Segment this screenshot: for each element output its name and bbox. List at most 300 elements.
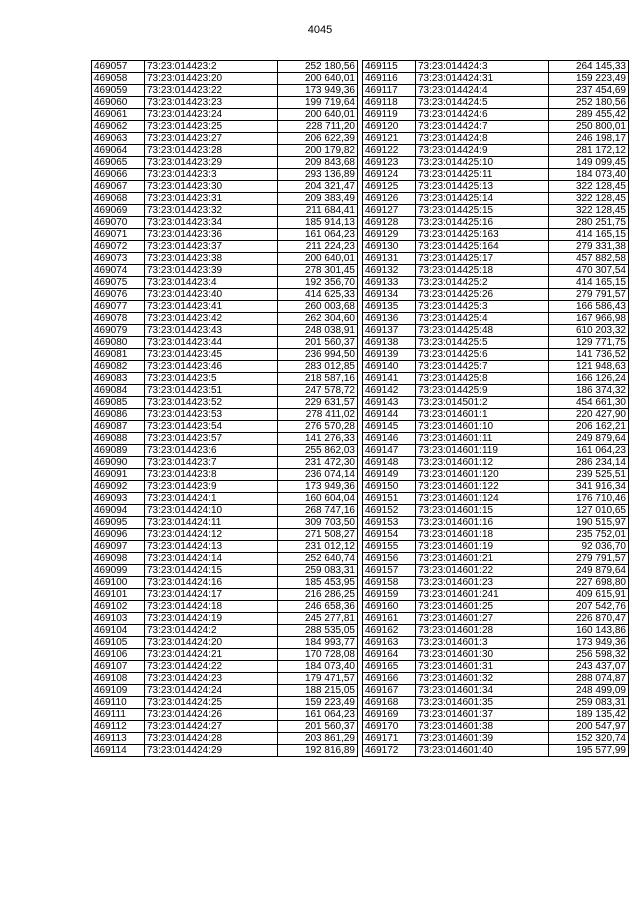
record-number-cell: 469145 [363, 421, 416, 433]
value-cell: 200 640,01 [278, 253, 358, 265]
value-cell: 256 598,32 [549, 649, 629, 661]
cadastral-number-cell: 73:23:014601:12 [416, 457, 549, 469]
table-row [92, 529, 358, 541]
table-row [363, 349, 629, 361]
value-cell: 286 234,14 [549, 457, 629, 469]
cadastral-number-cell: 73:23:014424:2 [145, 625, 278, 637]
table-row [363, 457, 629, 469]
record-number-cell: 469091 [92, 469, 145, 481]
record-number-cell: 469149 [363, 469, 416, 481]
cadastral-number-cell: 73:23:014423:29 [145, 157, 278, 169]
table-row [92, 385, 358, 397]
record-number-cell: 469121 [363, 133, 416, 145]
record-number-cell: 469115 [363, 61, 416, 73]
value-cell: 192 816,89 [278, 745, 358, 757]
cadastral-number-cell: 73:23:014423:22 [145, 85, 278, 97]
record-number-cell: 469094 [92, 505, 145, 517]
cadastral-number-cell: 73:23:014423:34 [145, 217, 278, 229]
value-cell: 200 640,01 [278, 109, 358, 121]
cadastral-number-cell: 73:23:014424:26 [145, 709, 278, 721]
record-number-cell: 469095 [92, 517, 145, 529]
table-row [92, 289, 358, 301]
record-number-cell: 469075 [92, 277, 145, 289]
table-row [92, 649, 358, 661]
record-number-cell: 469151 [363, 493, 416, 505]
table-row [363, 577, 629, 589]
value-cell: 271 508,27 [278, 529, 358, 541]
cadastral-number-cell: 73:23:014423:42 [145, 313, 278, 325]
cadastral-number-cell: 73:23:014601:120 [416, 469, 549, 481]
record-number-cell: 469101 [92, 589, 145, 601]
record-number-cell: 469057 [92, 61, 145, 73]
record-number-cell: 469166 [363, 673, 416, 685]
cadastral-number-cell: 73:23:014423:36 [145, 229, 278, 241]
table-row [92, 421, 358, 433]
table-row [92, 373, 358, 385]
value-cell: 454 661,30 [549, 397, 629, 409]
record-number-cell: 469136 [363, 313, 416, 325]
record-number-cell: 469082 [92, 361, 145, 373]
table-row [363, 133, 629, 145]
value-cell: 127 010,65 [549, 505, 629, 517]
table-row [92, 361, 358, 373]
table-row [92, 493, 358, 505]
cadastral-number-cell: 73:23:014425:8 [416, 373, 549, 385]
cadastral-number-cell: 73:23:014424:8 [416, 133, 549, 145]
value-cell: 166 126,24 [549, 373, 629, 385]
value-cell: 236 074,14 [278, 469, 358, 481]
table-row [363, 613, 629, 625]
value-cell: 289 455,42 [549, 109, 629, 121]
record-number-cell: 469067 [92, 181, 145, 193]
cadastral-number-cell: 73:23:014423:40 [145, 289, 278, 301]
record-number-cell: 469100 [92, 577, 145, 589]
record-number-cell: 469158 [363, 577, 416, 589]
value-cell: 268 747,16 [278, 505, 358, 517]
cadastral-number-cell: 73:23:014601:10 [416, 421, 549, 433]
table-row [363, 481, 629, 493]
table-row [363, 601, 629, 613]
value-cell: 209 383,49 [278, 193, 358, 205]
record-number-cell: 469103 [92, 613, 145, 625]
record-number-cell: 469153 [363, 517, 416, 529]
table-row [363, 109, 629, 121]
record-number-cell: 469086 [92, 409, 145, 421]
cadastral-number-cell: 73:23:014601:119 [416, 445, 549, 457]
table-row [92, 169, 358, 181]
value-cell: 247 578,72 [278, 385, 358, 397]
record-number-cell: 469104 [92, 625, 145, 637]
table-row [92, 121, 358, 133]
cadastral-number-cell: 73:23:014423:44 [145, 337, 278, 349]
cadastral-number-cell: 73:23:014424:12 [145, 529, 278, 541]
value-cell: 218 587,16 [278, 373, 358, 385]
value-cell: 264 145,33 [549, 61, 629, 73]
cadastral-number-cell: 73:23:014423:37 [145, 241, 278, 253]
table-row [363, 733, 629, 745]
value-cell: 414 165,15 [549, 277, 629, 289]
table-row [363, 421, 629, 433]
table-row [363, 493, 629, 505]
cadastral-number-cell: 73:23:014425:164 [416, 241, 549, 253]
record-number-cell: 469129 [363, 229, 416, 241]
table-row [92, 85, 358, 97]
cadastral-number-cell: 73:23:014425:7 [416, 361, 549, 373]
cadastral-number-cell: 73:23:014601:27 [416, 613, 549, 625]
value-cell: 199 719,64 [278, 97, 358, 109]
cadastral-number-cell: 73:23:014601:40 [416, 745, 549, 757]
value-cell: 259 083,31 [278, 565, 358, 577]
cadastral-number-cell: 73:23:014423:7 [145, 457, 278, 469]
record-number-cell: 469078 [92, 313, 145, 325]
table-row [363, 361, 629, 373]
cadastral-number-cell: 73:23:014424:25 [145, 697, 278, 709]
value-cell: 161 064,23 [549, 445, 629, 457]
value-cell: 149 099,45 [549, 157, 629, 169]
record-number-cell: 469083 [92, 373, 145, 385]
table-row [363, 289, 629, 301]
cadastral-number-cell: 73:23:014425:10 [416, 157, 549, 169]
value-cell: 245 277,81 [278, 613, 358, 625]
table-row [92, 253, 358, 265]
table-row [92, 145, 358, 157]
record-number-cell: 469146 [363, 433, 416, 445]
record-number-cell: 469081 [92, 349, 145, 361]
value-cell: 206 162,21 [549, 421, 629, 433]
cadastral-number-cell: 73:23:014423:39 [145, 265, 278, 277]
table-row [363, 565, 629, 577]
cadastral-number-cell: 73:23:014601:1 [416, 409, 549, 421]
table-row [363, 625, 629, 637]
value-cell: 322 128,45 [549, 205, 629, 217]
record-number-cell: 469134 [363, 289, 416, 301]
value-cell: 246 658,36 [278, 601, 358, 613]
value-cell: 235 752,01 [549, 529, 629, 541]
record-number-cell: 469137 [363, 325, 416, 337]
cadastral-number-cell: 73:23:014425:17 [416, 253, 549, 265]
record-number-cell: 469154 [363, 529, 416, 541]
table-row [92, 277, 358, 289]
cadastral-number-cell: 73:23:014423:9 [145, 481, 278, 493]
table-row [363, 589, 629, 601]
cadastral-number-cell: 73:23:014423:45 [145, 349, 278, 361]
table-row [363, 61, 629, 73]
table-row [92, 469, 358, 481]
value-cell: 200 179,82 [278, 145, 358, 157]
record-number-cell: 469073 [92, 253, 145, 265]
value-cell: 288 074,87 [549, 673, 629, 685]
cadastral-number-cell: 73:23:014424:19 [145, 613, 278, 625]
cadastral-number-cell: 73:23:014423:2 [145, 61, 278, 73]
record-number-cell: 469087 [92, 421, 145, 433]
cadastral-number-cell: 73:23:014601:39 [416, 733, 549, 745]
table-row [92, 505, 358, 517]
value-cell: 414 165,15 [549, 229, 629, 241]
value-cell: 252 640,74 [278, 553, 358, 565]
value-cell: 159 223,49 [549, 73, 629, 85]
record-number-cell: 469125 [363, 181, 416, 193]
table-row [92, 745, 358, 757]
value-cell: 610 203,32 [549, 325, 629, 337]
cadastral-number-cell: 73:23:014423:20 [145, 73, 278, 85]
table-row [363, 241, 629, 253]
record-number-cell: 469066 [92, 169, 145, 181]
value-cell: 414 625,33 [278, 289, 358, 301]
record-number-cell: 469096 [92, 529, 145, 541]
value-cell: 186 374,32 [549, 385, 629, 397]
record-number-cell: 469159 [363, 589, 416, 601]
cadastral-number-cell: 73:23:014424:28 [145, 733, 278, 745]
value-cell: 195 577,99 [549, 745, 629, 757]
table-row [92, 313, 358, 325]
record-number-cell: 469061 [92, 109, 145, 121]
record-number-cell: 469062 [92, 121, 145, 133]
record-number-cell: 469064 [92, 145, 145, 157]
cadastral-number-cell: 73:23:014425:4 [416, 313, 549, 325]
value-cell: 239 525,51 [549, 469, 629, 481]
left-table-body [92, 61, 358, 757]
record-number-cell: 469142 [363, 385, 416, 397]
value-cell: 141 736,52 [549, 349, 629, 361]
cadastral-number-cell: 73:23:014424:22 [145, 661, 278, 673]
cadastral-number-cell: 73:23:014423:3 [145, 169, 278, 181]
table-row [363, 637, 629, 649]
cadastral-number-cell: 73:23:014601:25 [416, 601, 549, 613]
value-cell: 184 993,77 [278, 637, 358, 649]
table-row [363, 313, 629, 325]
value-cell: 173 949,36 [549, 637, 629, 649]
record-number-cell: 469068 [92, 193, 145, 205]
record-number-cell: 469126 [363, 193, 416, 205]
record-number-cell: 469130 [363, 241, 416, 253]
table-row [92, 205, 358, 217]
table-row [92, 433, 358, 445]
table-row [363, 385, 629, 397]
cadastral-number-cell: 73:23:014601:11 [416, 433, 549, 445]
table-row [363, 277, 629, 289]
value-cell: 236 994,50 [278, 349, 358, 361]
table-row [363, 301, 629, 313]
cadastral-number-cell: 73:23:014424:1 [145, 493, 278, 505]
value-cell: 201 560,37 [278, 337, 358, 349]
value-cell: 280 251,75 [549, 217, 629, 229]
record-number-cell: 469168 [363, 697, 416, 709]
value-cell: 252 180,56 [278, 61, 358, 73]
value-cell: 184 073,40 [278, 661, 358, 673]
cadastral-number-cell: 73:23:014423:41 [145, 301, 278, 313]
record-number-cell: 469110 [92, 697, 145, 709]
table-row [363, 553, 629, 565]
record-number-cell: 469162 [363, 625, 416, 637]
cadastral-number-cell: 73:23:014425:2 [416, 277, 549, 289]
value-cell: 121 948,63 [549, 361, 629, 373]
cadastral-number-cell: 73:23:014425:14 [416, 193, 549, 205]
value-cell: 192 356,70 [278, 277, 358, 289]
cadastral-number-cell: 73:23:014423:24 [145, 109, 278, 121]
record-number-cell: 469105 [92, 637, 145, 649]
cadastral-number-cell: 73:23:014425:9 [416, 385, 549, 397]
record-number-cell: 469069 [92, 205, 145, 217]
table-row [92, 109, 358, 121]
cadastral-number-cell: 73:23:014424:7 [416, 121, 549, 133]
cadastral-number-cell: 73:23:014601:31 [416, 661, 549, 673]
record-number-cell: 469119 [363, 109, 416, 121]
table-row [92, 337, 358, 349]
record-number-cell: 469093 [92, 493, 145, 505]
table-row [92, 613, 358, 625]
cadastral-number-cell: 73:23:014425:5 [416, 337, 549, 349]
cadastral-number-cell: 73:23:014423:25 [145, 121, 278, 133]
table-row [363, 661, 629, 673]
value-cell: 260 003,68 [278, 301, 358, 313]
table-row [363, 529, 629, 541]
value-cell: 201 560,37 [278, 721, 358, 733]
cadastral-number-cell: 73:23:014424:18 [145, 601, 278, 613]
table-row [363, 709, 629, 721]
table-row [363, 373, 629, 385]
table-row [363, 121, 629, 133]
record-number-cell: 469109 [92, 685, 145, 697]
record-number-cell: 469138 [363, 337, 416, 349]
value-cell: 322 128,45 [549, 181, 629, 193]
record-number-cell: 469123 [363, 157, 416, 169]
record-number-cell: 469156 [363, 553, 416, 565]
table-row [92, 409, 358, 421]
cadastral-number-cell: 73:23:014425:15 [416, 205, 549, 217]
table-row [92, 193, 358, 205]
cadastral-number-cell: 73:23:014423:43 [145, 325, 278, 337]
table-row [92, 553, 358, 565]
record-number-cell: 469097 [92, 541, 145, 553]
value-cell: 185 453,95 [278, 577, 358, 589]
cadastral-number-cell: 73:23:014423:53 [145, 409, 278, 421]
table-row [363, 181, 629, 193]
table-row [363, 205, 629, 217]
cadastral-number-cell: 73:23:014601:3 [416, 637, 549, 649]
cadastral-number-cell: 73:23:014425:26 [416, 289, 549, 301]
cadastral-number-cell: 73:23:014423:31 [145, 193, 278, 205]
table-row [363, 433, 629, 445]
table-row [92, 133, 358, 145]
table-row [92, 565, 358, 577]
value-cell: 159 223,49 [278, 697, 358, 709]
table-row [363, 325, 629, 337]
value-cell: 249 879,64 [549, 433, 629, 445]
cadastral-number-cell: 73:23:014425:11 [416, 169, 549, 181]
record-number-cell: 469160 [363, 601, 416, 613]
table-row [92, 637, 358, 649]
record-number-cell: 469112 [92, 721, 145, 733]
right-register-table [362, 60, 629, 757]
record-number-cell: 469065 [92, 157, 145, 169]
table-row [92, 229, 358, 241]
value-cell: 279 331,38 [549, 241, 629, 253]
table-row [92, 685, 358, 697]
value-cell: 211 224,23 [278, 241, 358, 253]
table-row [92, 733, 358, 745]
value-cell: 188 215,05 [278, 685, 358, 697]
value-cell: 160 604,04 [278, 493, 358, 505]
record-number-cell: 469161 [363, 613, 416, 625]
value-cell: 206 622,39 [278, 133, 358, 145]
table-row [92, 589, 358, 601]
table-row [363, 721, 629, 733]
table-row [92, 721, 358, 733]
table-row [92, 601, 358, 613]
record-number-cell: 469120 [363, 121, 416, 133]
table-row [92, 541, 358, 553]
value-cell: 185 914,13 [278, 217, 358, 229]
record-number-cell: 469076 [92, 289, 145, 301]
cadastral-number-cell: 73:23:014425:3 [416, 301, 549, 313]
record-number-cell: 469171 [363, 733, 416, 745]
record-number-cell: 469102 [92, 601, 145, 613]
value-cell: 141 276,33 [278, 433, 358, 445]
cadastral-number-cell: 73:23:014424:13 [145, 541, 278, 553]
value-cell: 229 631,57 [278, 397, 358, 409]
value-cell: 161 064,23 [278, 709, 358, 721]
value-cell: 248 499,09 [549, 685, 629, 697]
cadastral-number-cell: 73:23:014601:122 [416, 481, 549, 493]
value-cell: 211 684,41 [278, 205, 358, 217]
record-number-cell: 469148 [363, 457, 416, 469]
value-cell: 161 064,23 [278, 229, 358, 241]
cadastral-number-cell: 73:23:014601:34 [416, 685, 549, 697]
value-cell: 249 879,64 [549, 565, 629, 577]
value-cell: 189 135,42 [549, 709, 629, 721]
record-number-cell: 469140 [363, 361, 416, 373]
record-number-cell: 469077 [92, 301, 145, 313]
value-cell: 248 038,91 [278, 325, 358, 337]
record-number-cell: 469071 [92, 229, 145, 241]
table-row [363, 397, 629, 409]
table-row [363, 97, 629, 109]
table-row [92, 397, 358, 409]
record-number-cell: 469113 [92, 733, 145, 745]
cadastral-number-cell: 73:23:014425:163 [416, 229, 549, 241]
cadastral-number-cell: 73:23:014423:57 [145, 433, 278, 445]
table-row [92, 697, 358, 709]
cadastral-number-cell: 73:23:014424:31 [416, 73, 549, 85]
cadastral-number-cell: 73:23:014601:38 [416, 721, 549, 733]
value-cell: 259 083,31 [549, 697, 629, 709]
table-row [92, 445, 358, 457]
record-number-cell: 469132 [363, 265, 416, 277]
cadastral-number-cell: 73:23:014601:28 [416, 625, 549, 637]
record-number-cell: 469058 [92, 73, 145, 85]
table-row [363, 73, 629, 85]
record-number-cell: 469135 [363, 301, 416, 313]
table-row [363, 541, 629, 553]
record-number-cell: 469063 [92, 133, 145, 145]
cadastral-number-cell: 73:23:014425:6 [416, 349, 549, 361]
table-row [92, 325, 358, 337]
table-row [363, 649, 629, 661]
record-number-cell: 469163 [363, 637, 416, 649]
value-cell: 278 411,02 [278, 409, 358, 421]
value-cell: 309 703,50 [278, 517, 358, 529]
record-number-cell: 469144 [363, 409, 416, 421]
record-number-cell: 469089 [92, 445, 145, 457]
cadastral-number-cell: 73:23:014501:2 [416, 397, 549, 409]
value-cell: 179 471,57 [278, 673, 358, 685]
table-row [363, 217, 629, 229]
record-number-cell: 469088 [92, 433, 145, 445]
record-number-cell: 469172 [363, 745, 416, 757]
record-number-cell: 469150 [363, 481, 416, 493]
cadastral-number-cell: 73:23:014424:23 [145, 673, 278, 685]
table-row [363, 265, 629, 277]
